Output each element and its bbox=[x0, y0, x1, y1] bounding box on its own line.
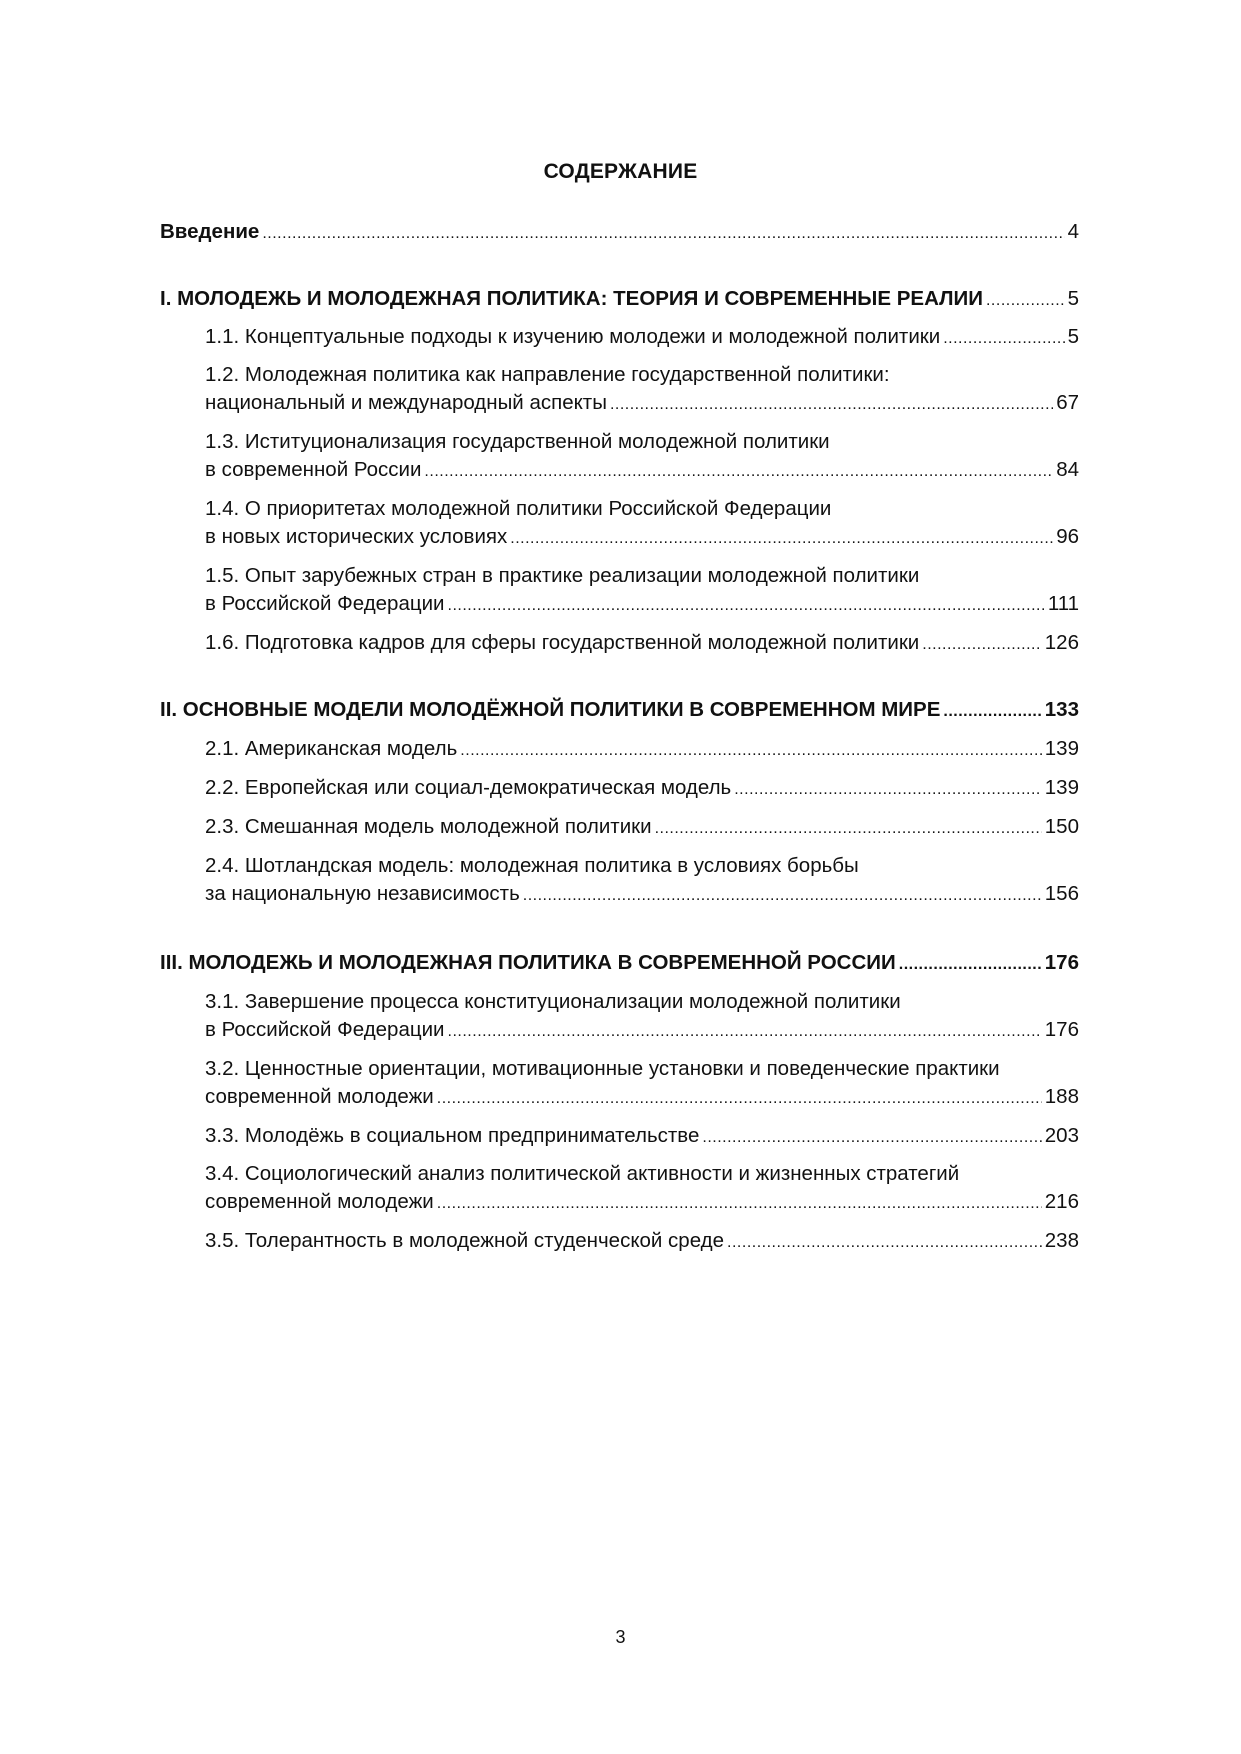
toc-page-number: 67 bbox=[1056, 391, 1079, 414]
toc-entry-first-line: 3.2. Ценностные ориентации, мотивационные установки и поведенческие практики bbox=[205, 1057, 1000, 1080]
toc-section-1-5[interactable] bbox=[205, 562, 1079, 620]
page-title: СОДЕРЖАНИЕ bbox=[543, 160, 698, 183]
toc-entry-first-line: 1.3. Иституционализация государственной молодежной политики bbox=[205, 430, 830, 453]
toc-entry-text: III. МОЛОДЕЖЬ И МОЛОДЕЖНАЯ ПОЛИТИКА В СОВРЕМЕННОЙ РОССИИ bbox=[160, 951, 896, 974]
leader-dots bbox=[448, 1018, 1042, 1046]
toc-chapter-1[interactable] bbox=[160, 285, 1079, 315]
leader-dots bbox=[262, 220, 1064, 248]
toc-section-2-2[interactable] bbox=[205, 774, 1079, 804]
toc-entry-text: за национальную независимость bbox=[205, 882, 520, 905]
toc-page-number: 126 bbox=[1044, 631, 1079, 654]
toc-page-number: 238 bbox=[1044, 1229, 1079, 1252]
leader-dots bbox=[448, 592, 1045, 620]
page-number: 3 bbox=[615, 1627, 626, 1647]
toc-entry-text: национальный и международный аспекты bbox=[205, 391, 607, 414]
toc-page-number: 4 bbox=[1067, 220, 1079, 243]
toc-page-number: 96 bbox=[1056, 525, 1079, 548]
toc-entry-text: современной молодежи bbox=[205, 1085, 434, 1108]
leader-dots bbox=[424, 458, 1053, 486]
toc-page-number: 176 bbox=[1044, 1018, 1079, 1041]
toc-page-number: 150 bbox=[1044, 815, 1079, 838]
leader-dots bbox=[460, 737, 1041, 765]
toc-section-1-3[interactable] bbox=[205, 428, 1079, 486]
toc-section-3-3[interactable] bbox=[205, 1122, 1079, 1152]
toc-entry-first-line: 1.4. О приоритетах молодежной политики Российской Федерации bbox=[205, 497, 832, 520]
toc-entry-first-line: 2.4. Шотландская модель: молодежная политика в условиях борьбы bbox=[205, 854, 859, 877]
leader-dots bbox=[727, 1229, 1042, 1257]
toc-page-number: 139 bbox=[1044, 776, 1079, 799]
toc-page-number: 156 bbox=[1044, 882, 1079, 905]
toc-section-3-4[interactable] bbox=[205, 1160, 1079, 1218]
toc-entry-text: 1.6. Подготовка кадров для сферы государственной молодежной политики bbox=[205, 631, 920, 654]
toc-entry-first-line: 3.1. Завершение процесса конституционализации молодежной политики bbox=[205, 990, 901, 1013]
toc-entry-text: 1.1. Концептуальные подходы к изучению молодежи и молодежной политики bbox=[205, 325, 941, 348]
leader-dots bbox=[986, 287, 1065, 315]
toc-section-3-5[interactable] bbox=[205, 1227, 1079, 1257]
leader-dots bbox=[437, 1085, 1042, 1113]
toc-section-1-6[interactable] bbox=[205, 629, 1079, 659]
toc-page-number: 216 bbox=[1044, 1190, 1079, 1213]
toc-entry-text: 2.2. Европейская или социал-демократическая модель bbox=[205, 776, 732, 799]
leader-dots bbox=[899, 951, 1042, 979]
leader-dots bbox=[943, 325, 1064, 353]
toc-entry-text: современной молодежи bbox=[205, 1190, 434, 1213]
toc-section-2-4[interactable] bbox=[205, 852, 1079, 910]
toc-page-number: 139 bbox=[1044, 737, 1079, 760]
toc-entry-text: II. ОСНОВНЫЕ МОДЕЛИ МОЛОДЁЖНОЙ ПОЛИТИКИ В СОВРЕМЕННОМ МИРЕ bbox=[160, 698, 941, 721]
toc-entry-text: 3.5. Толерантность в молодежной студенческой среде bbox=[205, 1229, 725, 1252]
toc-page-number: 5 bbox=[1067, 287, 1079, 310]
toc-entry-first-line: 3.4. Социологический анализ политической активности и жизненных стратегий bbox=[205, 1162, 960, 1185]
toc-entry-text: Введение bbox=[160, 220, 260, 243]
toc-entry-text: в современной России bbox=[205, 458, 422, 481]
toc-page-number: 203 bbox=[1044, 1124, 1079, 1147]
leader-dots bbox=[437, 1190, 1042, 1218]
toc-chapter-2[interactable] bbox=[160, 696, 1079, 726]
leader-dots bbox=[734, 776, 1042, 804]
toc-page-number: 84 bbox=[1056, 458, 1079, 481]
toc-section-3-2[interactable] bbox=[205, 1055, 1079, 1113]
toc-entry-text: в Российской Федерации bbox=[205, 592, 445, 615]
leader-dots bbox=[610, 391, 1053, 419]
toc-entry-text: в новых исторических условиях bbox=[205, 525, 508, 548]
toc-entry-first-line: 1.2. Молодежная политика как направление государственной политики: bbox=[205, 363, 890, 386]
leader-dots bbox=[655, 815, 1042, 843]
toc-entry-text: I. МОЛОДЕЖЬ И МОЛОДЕЖНАЯ ПОЛИТИКА: ТЕОРИЯ И СОВРЕМЕННЫЕ РЕАЛИИ bbox=[160, 287, 983, 310]
toc-page-number: 176 bbox=[1044, 951, 1079, 974]
leader-dots bbox=[510, 525, 1053, 553]
leader-dots bbox=[922, 631, 1042, 659]
toc-chapter-3[interactable] bbox=[160, 949, 1079, 979]
toc-page-number: 111 bbox=[1047, 592, 1079, 615]
toc-section-2-1[interactable] bbox=[205, 735, 1079, 765]
toc-section-1-2[interactable] bbox=[205, 361, 1079, 419]
toc-entry-introduction[interactable] bbox=[160, 218, 1079, 248]
leader-dots bbox=[943, 698, 1041, 726]
toc-entry-text: в Российской Федерации bbox=[205, 1018, 445, 1041]
toc-entry-text: 3.3. Молодёжь в социальном предпринимательстве bbox=[205, 1124, 700, 1147]
leader-dots bbox=[702, 1124, 1041, 1152]
toc-entry-text: 2.3. Смешанная модель молодежной политики bbox=[205, 815, 652, 838]
toc-section-3-1[interactable] bbox=[205, 988, 1079, 1046]
toc-section-1-1[interactable] bbox=[205, 323, 1079, 353]
toc-page-number: 188 bbox=[1044, 1085, 1079, 1108]
toc-page-number: 133 bbox=[1044, 698, 1079, 721]
toc-entry-text: 2.1. Американская модель bbox=[205, 737, 458, 760]
toc-section-1-4[interactable] bbox=[205, 495, 1079, 553]
leader-dots bbox=[523, 882, 1042, 910]
toc-section-2-3[interactable] bbox=[205, 813, 1079, 843]
toc-entry-first-line: 1.5. Опыт зарубежных стран в практике реализации молодежной политики bbox=[205, 564, 920, 587]
toc-page-number: 5 bbox=[1067, 325, 1079, 348]
